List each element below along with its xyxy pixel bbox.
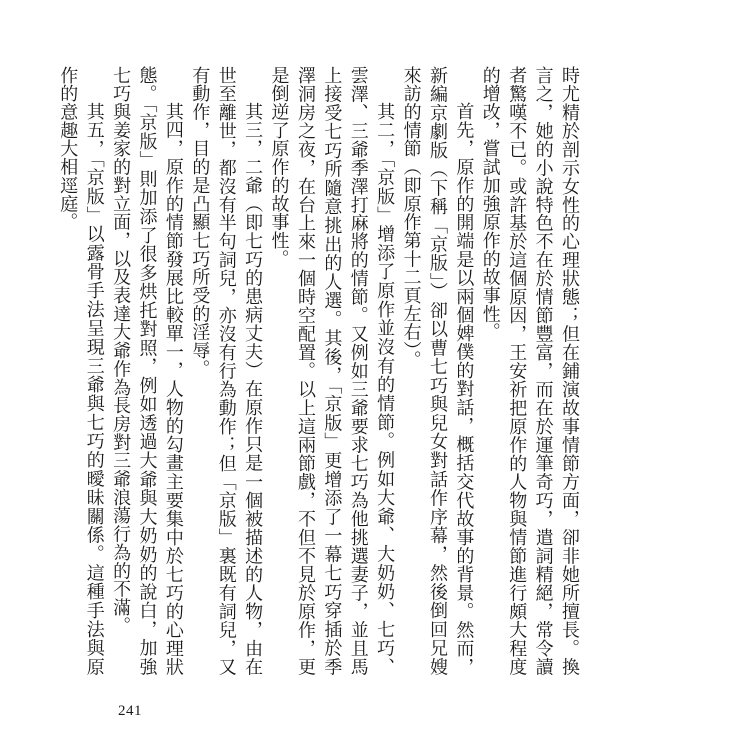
paragraph-third: 其三，二爺（即七巧的患病丈夫）在原作只是一個被描述的人物，由在世至離世，都沒有半句詞兒，亦沒有行為動作；但「京版」裏既有詞兒，又有動作，目的是凸顯七巧所受的淫辱。 [189, 66, 264, 676]
paragraph-fourth: 其四，原作的情節發展比較單一，人物的勾畫主要集中於七巧的心理狀態。「京版」則加添了很多烘托對照，例如透過大爺與大奶奶的說白，加強七巧與姜家的對立面，以及表達大爺作為長房對三爺浪蕩行為的不滿。 [110, 66, 184, 676]
paragraph-fifth: 其五，「京版」以露骨手法呈現三爺與七巧的曖昧關係。這種手法與原作的意趣大相逕庭。 [57, 66, 105, 676]
paragraph-second: 其二，「京版」增添了原作並沒有的情節。例如大爺、大奶奶、七巧、雲澤、三爺季澤打麻將的情節。又例如三爺要求七巧為他挑選妻子，並且馬上接受七巧所隨意挑出的人選。其後，「京版」更增添了一幕七巧穿插於季澤洞房之夜，在台上來一個時空配置。以上這兩節戲，不但不見於原作，更是倒逆了原作的故事性。 [268, 66, 396, 676]
paragraph-continuation: 時尤精於剖示女性的心理狀態；但在鋪演故事情節方面，卻非她所擅長。換言之，她的小說特色不在於情節豐富，而在於運筆奇巧，遣詞精絕，常令讀者驚嘆不已。或許基於這個原因，王安祈把原作的人物與情節進行頗大程度的增改，嘗試加強原作的故事性。 [479, 66, 580, 676]
vertical-text-block [54, 66, 582, 676]
paragraph-first: 首先，原作的開端是以兩個婢僕的對話，概括交代故事的背景。然而，新編京劇版（下稱「京版」）卻以曹七巧與兒女對話作序幕，然後倒回兄嫂來訪的情節（即原作第十二頁左右）。 [400, 66, 475, 676]
page-number: 241 [118, 703, 142, 719]
